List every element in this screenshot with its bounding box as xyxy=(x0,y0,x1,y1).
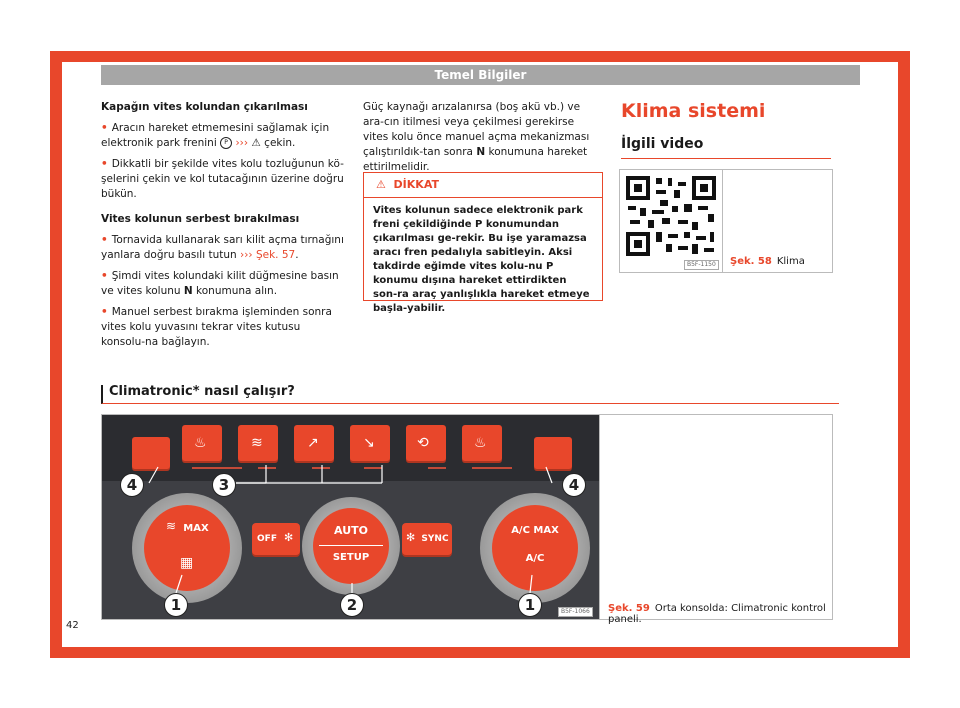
callout-lines xyxy=(102,415,599,619)
off-label: OFF xyxy=(257,534,277,544)
gear-n-label: N xyxy=(183,285,193,297)
list-item xyxy=(101,157,346,202)
park-brake-icon: P xyxy=(220,137,232,149)
callout-2: 2 xyxy=(340,593,364,617)
list-item xyxy=(101,269,346,299)
sync-label: SYNC xyxy=(421,534,449,544)
climatronic-panel-image xyxy=(102,415,600,619)
qr-code-icon xyxy=(626,176,716,256)
list-item-text: Tornavida kullanarak sarı kilit açma tırnağını yanlara doğru basılı tutun xyxy=(101,234,344,261)
figure-label: Şek. 58 xyxy=(730,256,772,267)
figure-59 xyxy=(101,414,833,625)
fan-down-icon: ✻ xyxy=(284,531,294,544)
list-item-text: çekin. xyxy=(264,137,296,149)
paragraph-text: Güç kaynağı arızalanırsa (boş akü vb.) ve ara-cın itilmesi veya çekilmesi gerekirse vites kolu önce manuel açma mekanizması çalıştırıldık-tan sonra xyxy=(363,101,590,158)
bullet-icon: • xyxy=(101,234,108,246)
page-number: 42 xyxy=(66,620,79,631)
warning-triangle-icon: ⚠ xyxy=(376,178,386,191)
gear-n-label: N xyxy=(476,146,486,158)
figure-code: B5F-1150 xyxy=(684,260,719,270)
ac-max-label: A/C MAX xyxy=(511,525,559,536)
list-item-text: Dikkatli bir şekilde vites kolu tozluğunun kö-şelerini çekin ve kol tutacağının üzerine doğru bükün. xyxy=(101,158,344,200)
paragraph xyxy=(363,100,601,175)
list-item: • Tornavida kullanarak sarı kilit açma tırnağını yanlara doğru basılı tutun ››› Şek. 57. xyxy=(101,234,344,261)
figure-caption-text: Orta konsolda: Climatronic kontrol paneli. xyxy=(608,603,826,625)
figure-caption xyxy=(608,603,832,625)
paragraph-text: konumuna hareket ettirilmelidir. xyxy=(363,146,588,173)
section-title-climatronic: Climatronic* nasıl çalışır? xyxy=(101,385,839,404)
seat-heat-icon: ♨ xyxy=(194,435,207,451)
list-item-text: Manuel serbest bırakma işleminden sonra vites kolu yuvasını tekrar vites kutusu konsolu-na bağlayın. xyxy=(101,306,332,348)
column-2 xyxy=(363,100,601,181)
bullet-icon: • xyxy=(101,122,108,134)
setup-label: SETUP xyxy=(332,552,370,563)
seat-heat-icon: ♨ xyxy=(474,435,487,451)
figure-code: B5F-1066 xyxy=(558,607,593,617)
warning-text: Vites kolunun sadece elektronik park freni çekildiğinde P konumundan çıkarılması ge-rekir. Bu işe yaramazsa aracı fren pedalıyla sabitleyin. Aksi takdirde eğimde vites kolu-nu P konumu dışına hareket ettirdikten son-ra araç yanlışlıkla hareket etmeye başla-yabilir. xyxy=(373,205,590,314)
callout-4-right: 4 xyxy=(562,473,586,497)
list-item-text: Şimdi vites kolundaki kilit düğmesine basın ve vites kolunu xyxy=(101,270,339,297)
section-title-klima: Klima sistemi xyxy=(621,100,766,122)
figure-58 xyxy=(619,169,833,273)
defrost-icon: ≋ xyxy=(251,435,263,451)
column-1 xyxy=(101,100,346,356)
bullet-icon: • xyxy=(101,270,108,282)
airflow-icon: ↗ xyxy=(307,435,319,451)
page-header: Temel Bilgiler xyxy=(101,65,860,85)
auto-label: AUTO xyxy=(334,524,368,537)
qr-code-panel[interactable] xyxy=(620,170,723,272)
heading-gear-lever-release: Vites kolunun serbest bırakılması xyxy=(101,213,300,225)
fan-up-icon: ✻ xyxy=(406,531,416,544)
list-item-text: Aracın hareket etmemesini sağlamak için elektronik park frenini xyxy=(101,122,330,149)
callout-3: 3 xyxy=(212,473,236,497)
figure-caption-text: Klima xyxy=(776,256,805,267)
chevron-ref-icon: ››› xyxy=(235,137,249,149)
list-item xyxy=(101,121,346,151)
max-defrost-label: MAX xyxy=(183,523,209,534)
callout-4-left: 4 xyxy=(120,473,144,497)
bullet-icon: • xyxy=(101,306,108,318)
figure-caption xyxy=(730,256,805,267)
heading-cover-removal: Kapağın vites kolundan çıkarılması xyxy=(101,101,308,113)
bullet-icon: • xyxy=(101,158,108,170)
defrost-front-icon: ≋ xyxy=(166,519,177,533)
defrost-rear-icon: ▦ xyxy=(180,555,194,571)
related-video-title: İlgili video xyxy=(621,136,831,159)
warning-title: DİKKAT xyxy=(393,178,439,191)
recirculation-icon: ⟲ xyxy=(417,435,429,451)
figure-label: Şek. 59 xyxy=(608,603,650,614)
list-item-text: konumuna alın. xyxy=(196,285,278,297)
warning-triangle-icon: ⚠ xyxy=(251,137,261,149)
chevron-ref-icon: ››› xyxy=(240,249,253,261)
callout-1-right: 1 xyxy=(518,593,542,617)
callout-1-left: 1 xyxy=(164,593,188,617)
warning-box xyxy=(363,172,603,314)
warning-header xyxy=(364,173,602,198)
ac-label: A/C xyxy=(525,553,545,564)
list-item xyxy=(101,305,346,350)
figure-link[interactable]: Şek. 57 xyxy=(255,249,296,261)
airflow-feet-icon: ↘ xyxy=(363,435,375,451)
